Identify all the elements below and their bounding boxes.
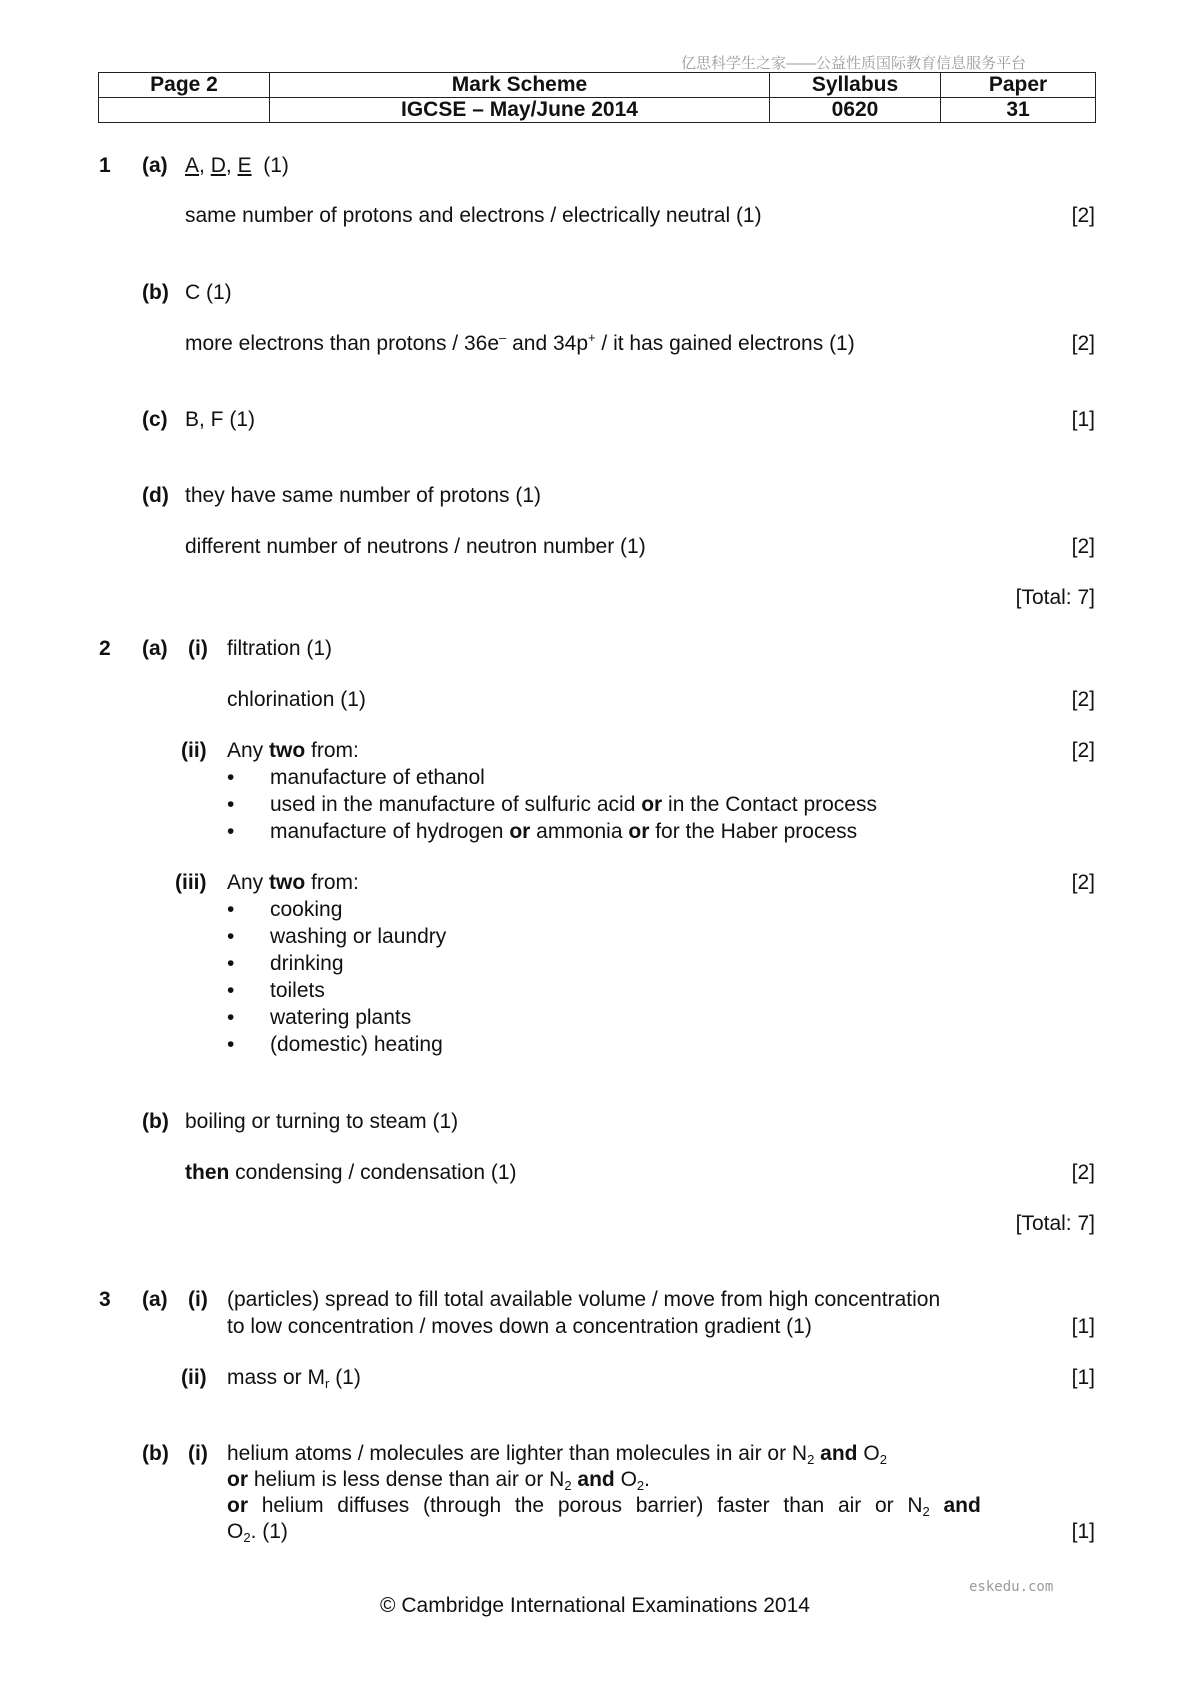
q2aiii-label: (iii)	[175, 871, 207, 894]
q2ai-line2: chlorination (1)	[227, 688, 366, 711]
q1b-sup-plus: +	[588, 330, 596, 345]
bullet-icon: •	[227, 793, 235, 816]
q2aiii-bullet: drinking	[270, 952, 344, 975]
q3bi-l2-o: O	[614, 1468, 637, 1491]
q2aii-b3-pre: manufacture of hydrogen	[270, 820, 510, 843]
q2aii-b3-mid: ammonia	[530, 820, 629, 843]
q1a-answer-e: E	[237, 154, 252, 177]
bullet-icon: •	[227, 1033, 235, 1056]
q2aii-label: (ii)	[181, 739, 207, 762]
q2aii-b2-or: or	[641, 793, 663, 816]
q2b-line2	[185, 1162, 517, 1183]
q3bi-l3-word: or	[874, 1494, 894, 1517]
q3a-label: (a)	[142, 1288, 168, 1311]
q3bi-line3	[227, 1494, 981, 1519]
footer-copyright: © Cambridge International Examinations 2014	[380, 1594, 810, 1617]
q2aii-bullet-2	[270, 794, 877, 815]
q3bi-l1-sub2: 2	[879, 1452, 887, 1467]
q1d-label: (d)	[142, 484, 169, 507]
q2aiii-intro-pre: Any	[227, 871, 270, 894]
bullet-icon: •	[227, 952, 235, 975]
q3bi-line1	[227, 1442, 887, 1467]
q3bi-l3-word: or	[227, 1494, 248, 1517]
q1a-comma: ,	[199, 154, 205, 177]
q3ai-mark: [1]	[1071, 1315, 1095, 1338]
q2aii-bullet-3	[270, 821, 857, 842]
q3bi-l4-pre: O	[227, 1520, 244, 1543]
q1a-label: (a)	[142, 154, 168, 177]
q2a-label: (a)	[142, 637, 168, 660]
q2b-line1: boiling or turning to steam (1)	[185, 1110, 459, 1133]
q2b-mark: [2]	[1071, 1161, 1095, 1184]
q3aii-pre: mass or M	[227, 1366, 326, 1389]
header-page: Page 2	[99, 73, 270, 98]
header-syllabus-code: 0620	[770, 98, 941, 123]
q3bi-l4-sub: 2	[243, 1530, 251, 1545]
header-exam: IGCSE – May/June 2014	[270, 98, 770, 123]
q2aiii-bullet: watering plants	[270, 1006, 412, 1029]
q3ai-line1: (particles) spread to fill total available volume / move from high concentration	[227, 1288, 941, 1311]
header-syllabus-label: Syllabus	[770, 73, 941, 98]
q3bi-l3-word: barrier)	[635, 1494, 704, 1517]
q2aii-b2-pre: used in the manufacture of sulfuric acid	[270, 793, 642, 816]
q1d-line2: different number of neutrons / neutron number (1)	[185, 535, 646, 558]
q1b-line1: C (1)	[185, 281, 232, 304]
q2aii-bullet-1: manufacture of ethanol	[270, 766, 485, 789]
q3bi-l2-end: .	[644, 1468, 650, 1491]
q3bi-l1-pre: helium atoms / molecules are lighter than molecules in air or N	[227, 1442, 808, 1465]
q2aii-intro-pre: Any	[227, 739, 270, 762]
q1b-mark: [2]	[1071, 332, 1095, 355]
q3bi-l3-word: and	[943, 1494, 981, 1517]
q3bi-l4-post: . (1)	[250, 1520, 288, 1543]
q3bi-l1-sub1: 2	[807, 1452, 815, 1467]
q3bi-mark: [1]	[1071, 1520, 1095, 1543]
q3bi-l3-word: (through	[422, 1494, 502, 1517]
q3bi-l3-word: diffuses	[337, 1494, 410, 1517]
q3bi-l3-word: the	[514, 1494, 545, 1517]
q3bi-l1-and: and	[820, 1442, 858, 1465]
q1-number: 1	[99, 154, 111, 177]
q3bi-l3-word: than	[783, 1494, 825, 1517]
q2aii-b3-or2: or	[628, 820, 650, 843]
q3bi-l2-pre: helium is less dense than air or N	[248, 1468, 565, 1491]
q1b-line2-pre: more electrons than protons / 36e	[185, 332, 500, 355]
q2aiii-mark: [2]	[1071, 871, 1095, 894]
q2aii-intro-bold: two	[269, 739, 306, 762]
q3bi-line2	[227, 1468, 650, 1493]
q1a-line2: same number of protons and electrons / electrically neutral (1)	[185, 204, 762, 227]
q3bi-l3-word: helium	[261, 1494, 324, 1517]
bullet-icon: •	[227, 898, 235, 921]
q2-total: [Total: 7]	[1015, 1212, 1095, 1235]
bullet-icon: •	[227, 766, 235, 789]
q2aii-b3-post: for the Haber process	[649, 820, 858, 843]
q2aiii-bullet: (domestic) heating	[270, 1033, 443, 1056]
header-table	[98, 72, 1096, 123]
q3ai-line2: to low concentration / moves down a concentration gradient (1)	[227, 1315, 812, 1338]
q2aii-mark: [2]	[1071, 739, 1095, 762]
q3aii-line	[227, 1366, 361, 1391]
q1b-line2-mid: and 34p	[506, 332, 588, 355]
q2aiii-intro	[227, 872, 359, 893]
q3bi-l2-and: and	[577, 1468, 615, 1491]
bullet-icon: •	[227, 820, 235, 843]
header-paper-number: 31	[941, 98, 1096, 123]
q3bi-l3-word: air	[837, 1494, 862, 1517]
bullet-icon: •	[227, 979, 235, 1002]
header-paper-label: Paper	[941, 73, 1096, 98]
q2b-line2-text: condensing / condensation (1)	[229, 1161, 517, 1184]
q2ai-mark: [2]	[1071, 688, 1095, 711]
q3bi-l2-or: or	[227, 1468, 248, 1491]
q2aii-b3-or1: or	[509, 820, 531, 843]
q1a-answer-a: A	[185, 154, 200, 177]
q2aiii-intro-post: from:	[305, 871, 359, 894]
q1c-line1: B, F (1)	[185, 408, 256, 431]
header-blank	[99, 98, 270, 123]
q3bi-l3-word: porous	[557, 1494, 623, 1517]
watermark-bottom: eskedu.com	[969, 1579, 1054, 1595]
q1a-mark-note: (1)	[263, 154, 289, 177]
q1a-answer	[185, 155, 289, 176]
q1c-label: (c)	[142, 408, 168, 431]
bullet-icon: •	[227, 1006, 235, 1029]
q3aii-post: (1)	[329, 1366, 361, 1389]
q3bi-l2-sub2: 2	[636, 1478, 645, 1493]
q2aiii-bullet: washing or laundry	[270, 925, 447, 948]
watermark-top: 亿思科学生之家——公益性质国际教育信息服务平台	[681, 55, 1027, 72]
q1c-mark: [1]	[1071, 408, 1095, 431]
q3bi-line4	[227, 1520, 288, 1545]
header-title: Mark Scheme	[270, 73, 770, 98]
q3bi-l1-o: O	[857, 1442, 880, 1465]
q3-number: 3	[99, 1288, 111, 1311]
q3bi-l3-n2: $N_2$	[907, 1494, 930, 1519]
q1b-line2-post: / it has gained electrons (1)	[595, 332, 855, 355]
q1b-label: (b)	[142, 281, 169, 304]
q1b-sup-minus: –	[499, 330, 507, 345]
q2b-then: then	[185, 1161, 230, 1184]
q2aiii-intro-bold: two	[269, 871, 306, 894]
q3bi-l3-n2-sub: 2	[922, 1504, 930, 1519]
q2aiii-bullet: cooking	[270, 898, 343, 921]
q3bi-label: (i)	[188, 1442, 208, 1465]
q1b-line2	[185, 330, 855, 355]
q1a-comma: ,	[225, 154, 232, 177]
q1d-mark: [2]	[1071, 535, 1095, 558]
q2ai-label: (i)	[188, 637, 208, 660]
q1d-line1: they have same number of protons (1)	[185, 484, 542, 507]
q2-number: 2	[99, 637, 111, 660]
q2aii-b2-post: in the Contact process	[662, 793, 877, 816]
q1a-mark: [2]	[1071, 204, 1095, 227]
q3bi-l2-sub1: 2	[564, 1478, 572, 1493]
q1a-answer-d: D	[210, 154, 226, 177]
q1-total: [Total: 7]	[1015, 586, 1095, 609]
q3b-label: (b)	[142, 1442, 169, 1465]
q3aii-sub: r	[325, 1376, 330, 1391]
q3aii-mark: [1]	[1071, 1366, 1095, 1389]
q2aii-intro	[227, 740, 359, 761]
q3bi-l3-word: faster	[717, 1494, 770, 1517]
bullet-icon: •	[227, 925, 235, 948]
q3aii-label: (ii)	[181, 1366, 207, 1389]
q2b-label: (b)	[142, 1110, 169, 1133]
q3ai-label: (i)	[188, 1288, 208, 1311]
q2aii-intro-post: from:	[305, 739, 359, 762]
q2ai-line1: filtration (1)	[227, 637, 333, 660]
q2aiii-bullet: toilets	[270, 979, 325, 1002]
